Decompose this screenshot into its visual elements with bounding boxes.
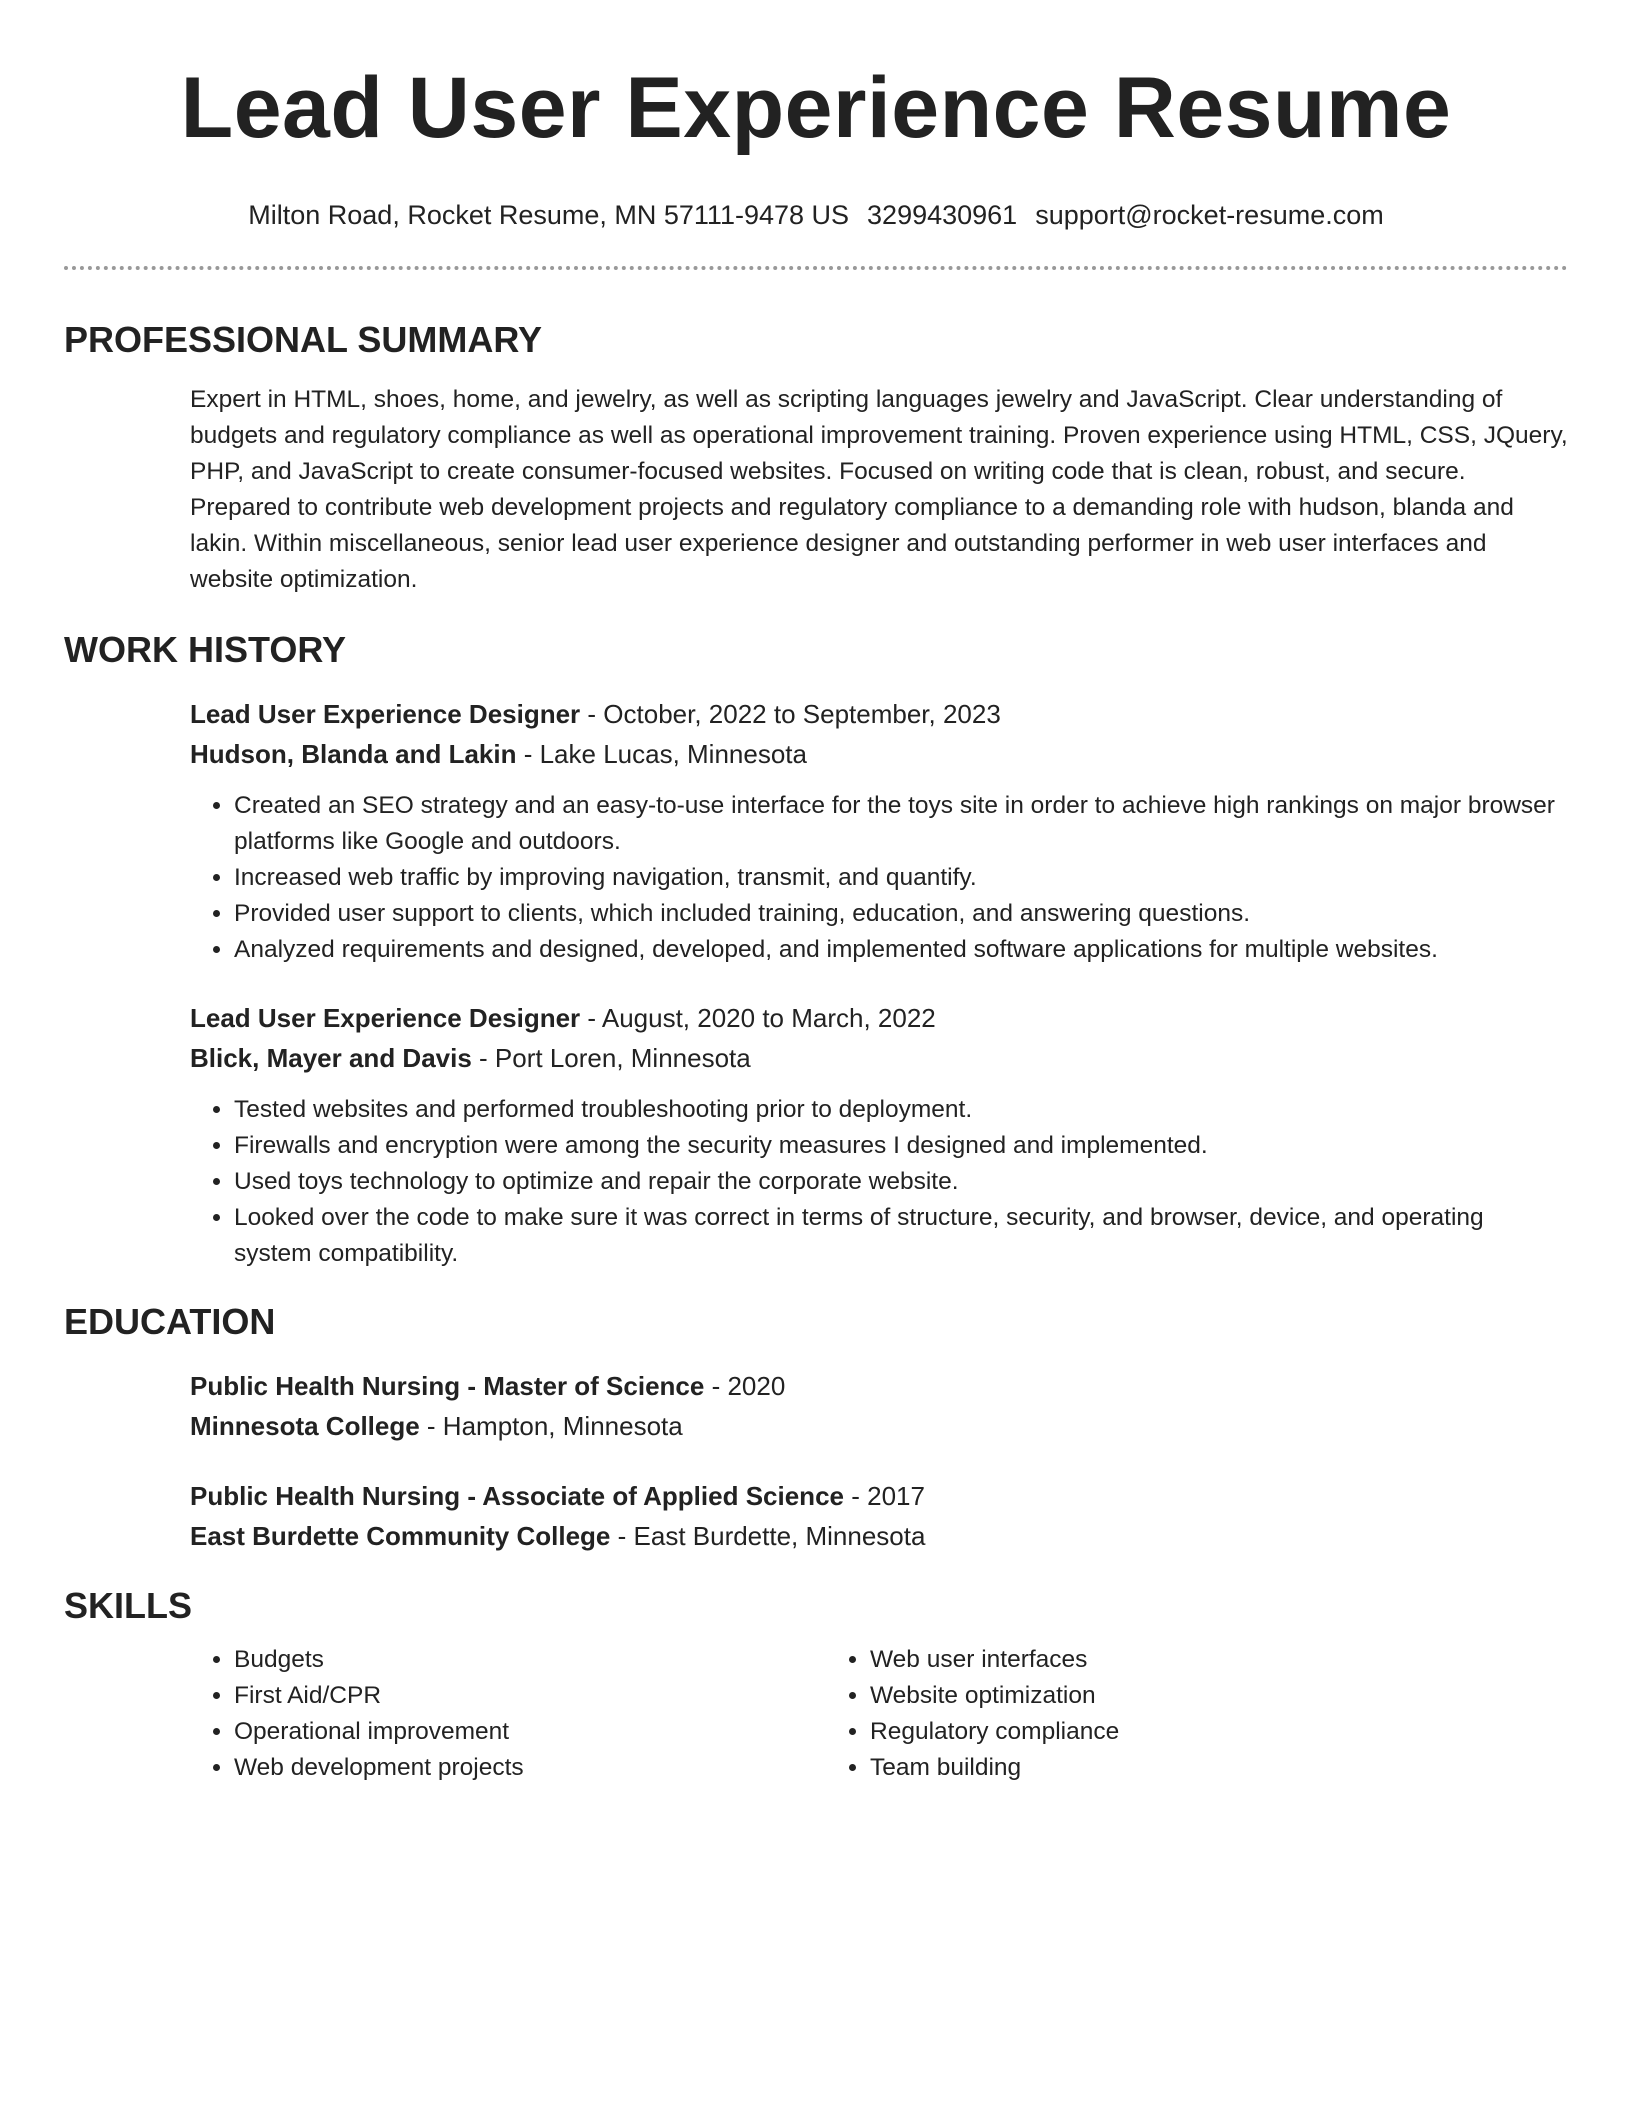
contact-email: support@rocket-resume.com	[1035, 200, 1384, 230]
contact-line	[64, 198, 1568, 232]
job-bullet: • Increased web traffic by improving navigation, transmit, and quantify.	[234, 860, 1568, 896]
job-bullet: • Used toys technology to optimize and repair the corporate website.	[234, 1164, 1568, 1200]
section-title-education: EDUCATION	[64, 1301, 276, 1342]
education-year: - 2020	[704, 1371, 786, 1401]
education-entry	[190, 1476, 1568, 1556]
job-dates: - October, 2022 to September, 2023	[580, 699, 1001, 729]
skill-item: • Web development projects	[234, 1750, 826, 1786]
education-school: Minnesota College	[190, 1411, 420, 1441]
job-bullets	[190, 788, 1568, 968]
job-company: Blick, Mayer and Davis	[190, 1043, 472, 1073]
job-bullet: • Firewalls and encryption were among the security measures I designed and implemented.	[234, 1128, 1568, 1164]
job-bullet: • Tested websites and performed troubleshooting prior to deployment.	[234, 1092, 1568, 1128]
skills-column-left	[190, 1642, 826, 1786]
skill-item: • Regulatory compliance	[870, 1714, 1462, 1750]
job-bullet: • Created an SEO strategy and an easy-to-use interface for the toys site in order to achieve high rankings on major browser platforms like Google and outdoors.	[234, 788, 1568, 860]
education-entry	[190, 1366, 1568, 1446]
education-school-line	[190, 1406, 1568, 1446]
section-title-skills: SKILLS	[64, 1585, 193, 1626]
job-entry	[190, 694, 1568, 968]
job-location: - Port Loren, Minnesota	[471, 1043, 751, 1073]
education-location: - East Burdette, Minnesota	[610, 1521, 926, 1551]
education-year: - 2017	[844, 1481, 925, 1511]
section-title-work-history: WORK HISTORY	[64, 629, 347, 670]
job-role-line	[190, 998, 1568, 1038]
job-dates: - August, 2020 to March, 2022	[580, 1003, 936, 1033]
job-company-line	[190, 734, 1568, 774]
skill-item: • First Aid/CPR	[234, 1678, 826, 1714]
education-location: - Hampton, Minnesota	[419, 1411, 683, 1441]
skill-item: • Operational improvement	[234, 1714, 826, 1750]
skills-column-right	[826, 1642, 1462, 1786]
skills-section	[190, 1642, 1568, 1786]
education-degree: Public Health Nursing - Master of Science	[190, 1371, 705, 1401]
job-bullet: • Analyzed requirements and designed, developed, and implemented software applications for multiple websites.	[234, 932, 1568, 968]
contact-phone: 3299430961	[867, 200, 1018, 230]
contact-address: Milton Road, Rocket Resume, MN 57111-9478 US	[248, 200, 850, 230]
skill-item: • Team building	[870, 1750, 1462, 1786]
education-degree-line	[190, 1476, 1568, 1516]
summary-section	[190, 382, 1568, 598]
education-degree-line	[190, 1366, 1568, 1406]
job-role: Lead User Experience Designer	[190, 1003, 581, 1033]
job-company-line	[190, 1038, 1568, 1078]
summary-text: Expert in HTML, shoes, home, and jewelry, as well as scripting languages jewelry and JavaScript. Clear understanding of budgets and regulatory compliance as well as operational improvement training. Proven experience using HTML, CSS, JQuery, PHP, and JavaScript to create consumer-focused websites. Focused on writing code that is clean, robust, and secure. Prepared to contribute web development projects and regulatory compliance to a demanding role with hudson, blanda and lakin. Within miscellaneous, senior lead user experience designer and outstanding performer in web user interfaces and website optimization.	[190, 386, 1568, 593]
job-company: Hudson, Blanda and Lakin	[190, 739, 517, 769]
skill-item: • Web user interfaces	[870, 1642, 1462, 1678]
job-bullet: • Looked over the code to make sure it was correct in terms of structure, security, and browser, device, and operating system compatibility.	[234, 1200, 1568, 1272]
skill-item: • Budgets	[234, 1642, 826, 1678]
work-history-section	[190, 694, 1568, 1272]
header-divider	[64, 266, 1568, 270]
job-role: Lead User Experience Designer	[190, 699, 581, 729]
education-section	[190, 1366, 1568, 1556]
job-role-line	[190, 694, 1568, 734]
job-bullet: • Provided user support to clients, which included training, education, and answering questions.	[234, 896, 1568, 932]
education-degree: Public Health Nursing - Associate of Applied Science	[190, 1481, 844, 1511]
resume-title: Lead User Experience Resume	[180, 60, 1452, 156]
job-entry	[190, 998, 1568, 1272]
education-school: East Burdette Community College	[190, 1521, 611, 1551]
job-location: - Lake Lucas, Minnesota	[516, 739, 807, 769]
job-bullets	[190, 1092, 1568, 1272]
education-school-line	[190, 1516, 1568, 1556]
skills-grid	[190, 1642, 1568, 1786]
section-title-summary: PROFESSIONAL SUMMARY	[64, 319, 543, 360]
skill-item: • Website optimization	[870, 1678, 1462, 1714]
